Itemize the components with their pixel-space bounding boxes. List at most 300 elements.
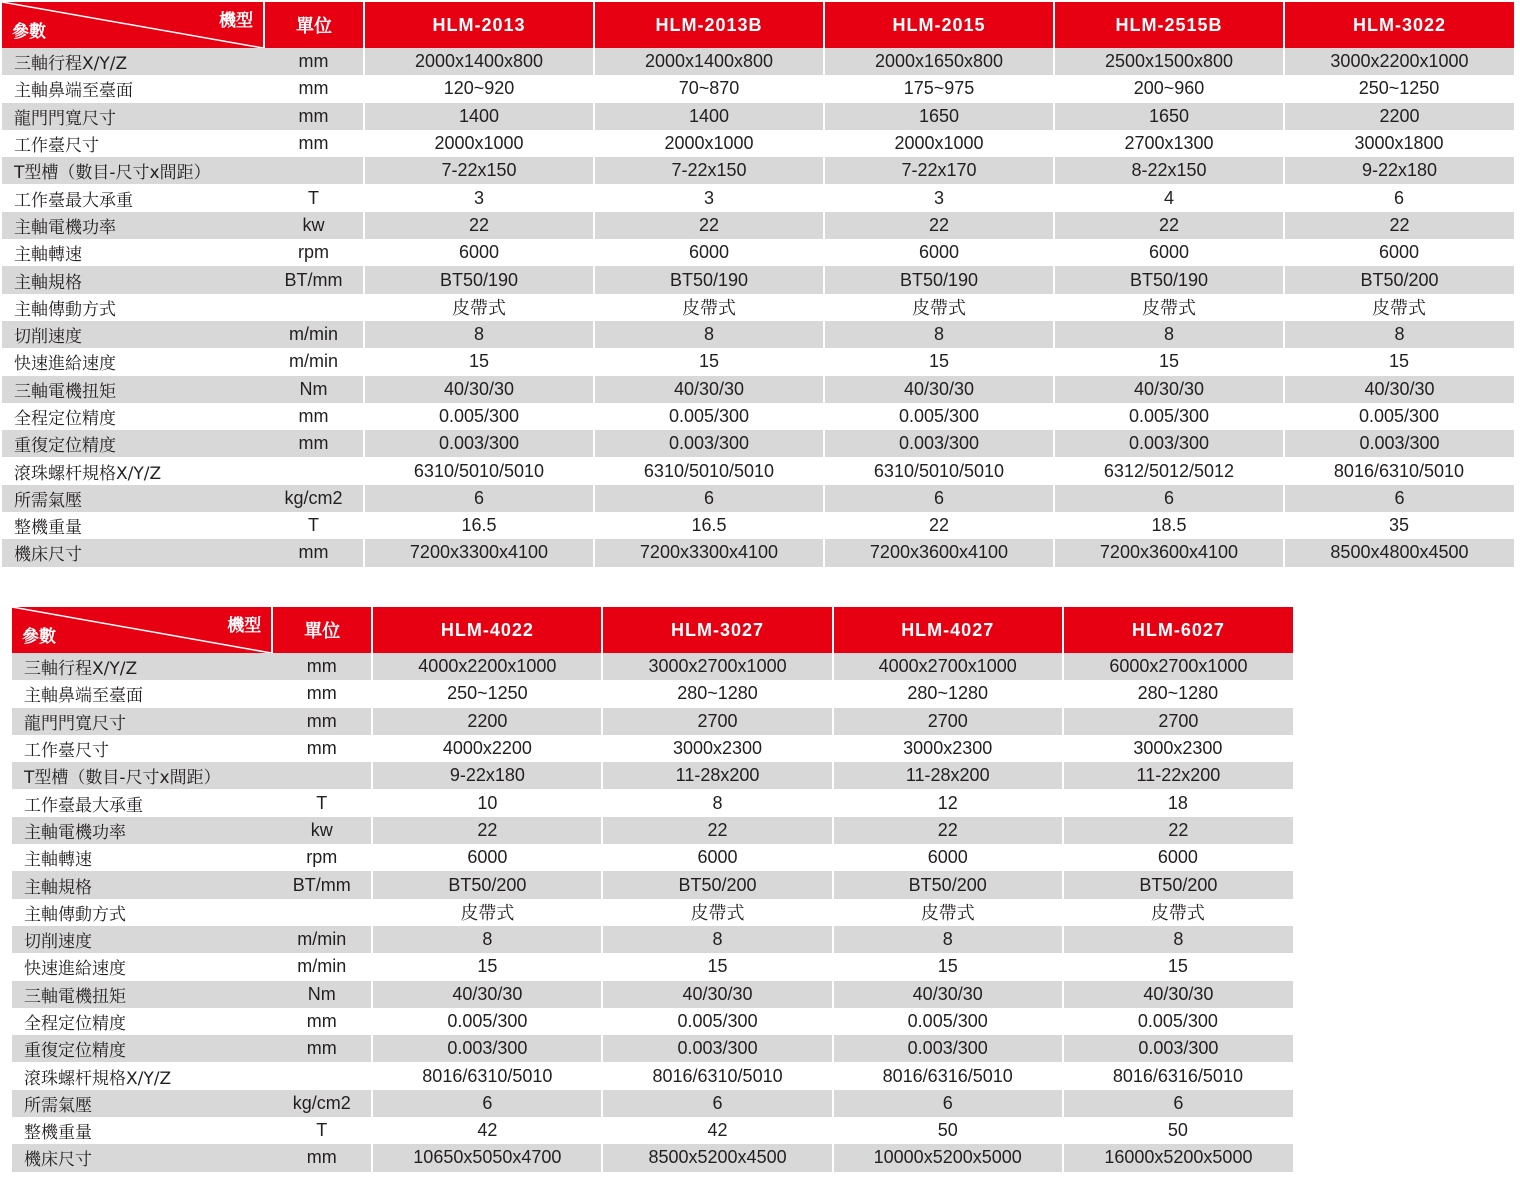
unit-cell <box>264 294 364 321</box>
parameter-name-cell: 工作臺最大承重 <box>12 789 272 816</box>
model-header: HLM-3022 <box>1284 2 1514 48</box>
value-cell: 8 <box>1054 321 1284 348</box>
value-cell: 22 <box>1063 817 1293 844</box>
value-cell: 50 <box>1063 1117 1293 1144</box>
value-cell: 9-22x180 <box>372 762 602 789</box>
value-cell: 2700 <box>833 708 1063 735</box>
value-cell: 15 <box>833 953 1063 980</box>
table-row <box>12 1144 1293 1171</box>
parameter-name-cell: T型槽（數目-尺寸x間距） <box>12 762 272 789</box>
table-row <box>12 1008 1293 1035</box>
unit-cell: kw <box>272 817 372 844</box>
value-cell: 0.005/300 <box>833 1008 1063 1035</box>
value-cell: 15 <box>602 953 832 980</box>
unit-cell: T <box>264 184 364 211</box>
unit-cell: m/min <box>272 926 372 953</box>
parameter-name-cell: 所需氣壓 <box>2 485 264 512</box>
value-cell: 6000 <box>824 239 1054 266</box>
table-row <box>2 48 1514 75</box>
parameter-name-cell: 三軸電機扭矩 <box>12 981 272 1008</box>
value-cell: 3000x2200x1000 <box>1284 48 1514 75</box>
value-cell: 15 <box>824 348 1054 375</box>
table-row <box>2 376 1514 403</box>
table-row <box>2 403 1514 430</box>
value-cell: 40/30/30 <box>1063 981 1293 1008</box>
table-row <box>12 789 1293 816</box>
value-cell: 2200 <box>1284 103 1514 130</box>
value-cell: 7-22x150 <box>594 157 824 184</box>
value-cell: 8 <box>372 926 602 953</box>
unit-cell <box>264 457 364 484</box>
parameter-name-cell: 主軸鼻端至臺面 <box>12 680 272 707</box>
value-cell: 280~1280 <box>833 680 1063 707</box>
value-cell: 1400 <box>594 103 824 130</box>
value-cell: 4000x2200 <box>372 735 602 762</box>
value-cell: 3 <box>824 184 1054 211</box>
unit-cell: mm <box>272 735 372 762</box>
table-row <box>2 75 1514 102</box>
value-cell: 2000x1000 <box>594 130 824 157</box>
table-row <box>12 871 1293 898</box>
value-cell: 0.005/300 <box>372 1008 602 1035</box>
parameter-name-cell: 工作臺最大承重 <box>2 184 264 211</box>
table-row <box>12 1117 1293 1144</box>
value-cell: 1650 <box>824 103 1054 130</box>
value-cell: 1650 <box>1054 103 1284 130</box>
value-cell: 6310/5010/5010 <box>824 457 1054 484</box>
unit-cell: mm <box>264 539 364 566</box>
value-cell: BT50/190 <box>1054 266 1284 293</box>
table-row <box>2 457 1514 484</box>
parameter-name-cell: 全程定位精度 <box>2 403 264 430</box>
parameter-name-cell: 主軸規格 <box>12 871 272 898</box>
value-cell: 8016/6316/5010 <box>1063 1062 1293 1089</box>
value-cell: 8016/6310/5010 <box>602 1062 832 1089</box>
value-cell: 50 <box>833 1117 1063 1144</box>
unit-cell: kg/cm2 <box>264 485 364 512</box>
parameter-name-cell: 所需氣壓 <box>12 1090 272 1117</box>
parameter-name-cell: 主軸電機功率 <box>12 817 272 844</box>
table-row <box>2 184 1514 211</box>
table-header-row <box>2 2 1514 48</box>
value-cell: 15 <box>1284 348 1514 375</box>
unit-cell: mm <box>264 48 364 75</box>
value-cell: 6310/5010/5010 <box>594 457 824 484</box>
corner-header-cell <box>12 607 272 653</box>
value-cell: 8 <box>824 321 1054 348</box>
value-cell: 42 <box>602 1117 832 1144</box>
value-cell: 22 <box>602 817 832 844</box>
unit-header: 單位 <box>264 2 364 48</box>
value-cell: 6310/5010/5010 <box>364 457 594 484</box>
model-header: HLM-2013B <box>594 2 824 48</box>
value-cell: 6000 <box>364 239 594 266</box>
value-cell: 8 <box>364 321 594 348</box>
value-cell: 40/30/30 <box>364 376 594 403</box>
value-cell: 0.005/300 <box>824 403 1054 430</box>
value-cell: 40/30/30 <box>824 376 1054 403</box>
value-cell: 10 <box>372 789 602 816</box>
table-row <box>2 103 1514 130</box>
value-cell: 120~920 <box>364 75 594 102</box>
value-cell: 4000x2200x1000 <box>372 653 602 680</box>
table-row <box>2 348 1514 375</box>
table-row <box>2 294 1514 321</box>
table-row <box>2 485 1514 512</box>
unit-cell: mm <box>264 403 364 430</box>
value-cell: 1400 <box>364 103 594 130</box>
table-row <box>12 926 1293 953</box>
parameter-name-cell: T型槽（數目-尺寸x間距） <box>2 157 264 184</box>
value-cell: 2700 <box>602 708 832 735</box>
parameter-name-cell: 龍門門寬尺寸 <box>2 103 264 130</box>
value-cell: 2200 <box>372 708 602 735</box>
model-header: HLM-6027 <box>1063 607 1293 653</box>
value-cell: 6000 <box>1063 844 1293 871</box>
unit-cell <box>272 762 372 789</box>
value-cell: 2000x1650x800 <box>824 48 1054 75</box>
parameter-name-cell: 三軸電機扭矩 <box>2 376 264 403</box>
table-row <box>2 512 1514 539</box>
unit-cell: mm <box>272 1035 372 1062</box>
value-cell: 10000x5200x5000 <box>833 1144 1063 1171</box>
unit-cell: mm <box>264 75 364 102</box>
value-cell: 280~1280 <box>1063 680 1293 707</box>
unit-cell: T <box>272 1117 372 1144</box>
table-row <box>12 735 1293 762</box>
unit-cell: T <box>264 512 364 539</box>
value-cell: 40/30/30 <box>833 981 1063 1008</box>
table-row <box>2 130 1514 157</box>
value-cell: 7200x3300x4100 <box>364 539 594 566</box>
table-row <box>12 981 1293 1008</box>
value-cell: 8500x4800x4500 <box>1284 539 1514 566</box>
value-cell: 6000 <box>833 844 1063 871</box>
value-cell: 皮帶式 <box>833 899 1063 926</box>
table-row <box>2 239 1514 266</box>
value-cell: 0.003/300 <box>824 430 1054 457</box>
value-cell: 8016/6316/5010 <box>833 1062 1063 1089</box>
value-cell: 250~1250 <box>1284 75 1514 102</box>
parameter-name-cell: 快速進給速度 <box>12 953 272 980</box>
unit-cell: mm <box>272 680 372 707</box>
value-cell: 10650x5050x4700 <box>372 1144 602 1171</box>
model-label: 機型 <box>219 11 253 31</box>
value-cell: 7200x3300x4100 <box>594 539 824 566</box>
model-header: HLM-3027 <box>602 607 832 653</box>
parameter-name-cell: 主軸規格 <box>2 266 264 293</box>
value-cell: 6 <box>1063 1090 1293 1117</box>
value-cell: 8016/6310/5010 <box>1284 457 1514 484</box>
value-cell: 8 <box>1063 926 1293 953</box>
parameter-name-cell: 滾珠螺杆規格X/Y/Z <box>12 1062 272 1089</box>
value-cell: 6000 <box>602 844 832 871</box>
value-cell: 8016/6310/5010 <box>372 1062 602 1089</box>
unit-cell: kw <box>264 212 364 239</box>
model-header: HLM-2515B <box>1054 2 1284 48</box>
value-cell: 6 <box>602 1090 832 1117</box>
value-cell: 22 <box>824 512 1054 539</box>
parameter-name-cell: 主軸電機功率 <box>2 212 264 239</box>
value-cell: 22 <box>824 212 1054 239</box>
value-cell: 3000x2300 <box>833 735 1063 762</box>
value-cell: 70~870 <box>594 75 824 102</box>
value-cell: 0.003/300 <box>1054 430 1284 457</box>
corner-header-cell <box>2 2 264 48</box>
parameter-name-cell: 主軸鼻端至臺面 <box>2 75 264 102</box>
value-cell: 皮帶式 <box>602 899 832 926</box>
value-cell: 8 <box>1284 321 1514 348</box>
model-header: HLM-2015 <box>824 2 1054 48</box>
parameter-name-cell: 快速進給速度 <box>2 348 264 375</box>
value-cell: 15 <box>372 953 602 980</box>
table-row <box>12 1035 1293 1062</box>
unit-cell: BT/mm <box>272 871 372 898</box>
model-label: 機型 <box>227 616 262 636</box>
value-cell: 3000x1800 <box>1284 130 1514 157</box>
value-cell: 2000x1400x800 <box>594 48 824 75</box>
table-row <box>12 1090 1293 1117</box>
value-cell: 3 <box>364 184 594 211</box>
value-cell: 6000 <box>1054 239 1284 266</box>
value-cell: 6 <box>1284 184 1514 211</box>
unit-cell <box>272 1062 372 1089</box>
value-cell: 6 <box>824 485 1054 512</box>
table-row <box>12 653 1293 680</box>
parameter-name-cell: 主軸轉速 <box>2 239 264 266</box>
model-header: HLM-2013 <box>364 2 594 48</box>
value-cell: 8-22x150 <box>1054 157 1284 184</box>
value-cell: 2000x1000 <box>364 130 594 157</box>
parameter-name-cell: 重復定位精度 <box>2 430 264 457</box>
parameter-name-cell: 滾珠螺杆規格X/Y/Z <box>2 457 264 484</box>
unit-cell: mm <box>272 708 372 735</box>
value-cell: 250~1250 <box>372 680 602 707</box>
value-cell: 2000x1000 <box>824 130 1054 157</box>
parameter-name-cell: 工作臺尺寸 <box>12 735 272 762</box>
unit-cell: m/min <box>272 953 372 980</box>
parameter-name-cell: 三軸行程X/Y/Z <box>2 48 264 75</box>
parameter-name-cell: 切削速度 <box>2 321 264 348</box>
unit-cell: Nm <box>272 981 372 1008</box>
value-cell: BT50/200 <box>833 871 1063 898</box>
value-cell: 7-22x150 <box>364 157 594 184</box>
value-cell: 3000x2700x1000 <box>602 653 832 680</box>
parameter-name-cell: 重復定位精度 <box>12 1035 272 1062</box>
table-row <box>12 762 1293 789</box>
value-cell: 0.003/300 <box>594 430 824 457</box>
value-cell: 3 <box>594 184 824 211</box>
value-cell: 0.003/300 <box>602 1035 832 1062</box>
unit-cell: BT/mm <box>264 266 364 293</box>
value-cell: 12 <box>833 789 1063 816</box>
value-cell: 0.005/300 <box>1063 1008 1293 1035</box>
value-cell: 200~960 <box>1054 75 1284 102</box>
value-cell: BT50/200 <box>1284 266 1514 293</box>
value-cell: 11-28x200 <box>602 762 832 789</box>
value-cell: 42 <box>372 1117 602 1144</box>
value-cell: 40/30/30 <box>1284 376 1514 403</box>
unit-cell: mm <box>272 653 372 680</box>
table-row <box>12 953 1293 980</box>
spec-table-1 <box>2 2 1515 567</box>
parameter-name-cell: 主軸傳動方式 <box>2 294 264 321</box>
value-cell: 280~1280 <box>602 680 832 707</box>
value-cell: 4000x2700x1000 <box>833 653 1063 680</box>
value-cell: 8 <box>833 926 1063 953</box>
value-cell: 0.005/300 <box>1284 403 1514 430</box>
value-cell: 7-22x170 <box>824 157 1054 184</box>
value-cell: 22 <box>1284 212 1514 239</box>
parameter-label: 參數 <box>22 627 56 647</box>
value-cell: 6000 <box>594 239 824 266</box>
value-cell: 6 <box>594 485 824 512</box>
value-cell: 皮帶式 <box>372 899 602 926</box>
value-cell: 皮帶式 <box>1063 899 1293 926</box>
value-cell: 7200x3600x4100 <box>824 539 1054 566</box>
unit-header: 單位 <box>272 607 372 653</box>
unit-cell: mm <box>272 1008 372 1035</box>
value-cell: BT50/190 <box>364 266 594 293</box>
value-cell: 0.005/300 <box>364 403 594 430</box>
value-cell: 15 <box>1054 348 1284 375</box>
table-row <box>12 680 1293 707</box>
unit-cell: Nm <box>264 376 364 403</box>
value-cell: 0.003/300 <box>1063 1035 1293 1062</box>
table-row <box>2 539 1514 566</box>
parameter-label: 參數 <box>12 22 46 42</box>
parameter-name-cell: 龍門門寬尺寸 <box>12 708 272 735</box>
value-cell: 2500x1500x800 <box>1054 48 1284 75</box>
value-cell: 8 <box>594 321 824 348</box>
value-cell: 15 <box>594 348 824 375</box>
value-cell: 9-22x180 <box>1284 157 1514 184</box>
value-cell: 8500x5200x4500 <box>602 1144 832 1171</box>
unit-cell: rpm <box>272 844 372 871</box>
table-row <box>2 321 1514 348</box>
table-row <box>2 157 1514 184</box>
model-header: HLM-4022 <box>372 607 602 653</box>
value-cell: 175~975 <box>824 75 1054 102</box>
value-cell: 40/30/30 <box>1054 376 1284 403</box>
parameter-name-cell: 工作臺尺寸 <box>2 130 264 157</box>
value-cell: 6000 <box>372 844 602 871</box>
value-cell: 皮帶式 <box>364 294 594 321</box>
value-cell: 40/30/30 <box>602 981 832 1008</box>
parameter-name-cell: 主軸轉速 <box>12 844 272 871</box>
value-cell: 6 <box>1284 485 1514 512</box>
unit-cell: mm <box>264 103 364 130</box>
value-cell: 0.003/300 <box>372 1035 602 1062</box>
table-row <box>12 1062 1293 1089</box>
value-cell: 35 <box>1284 512 1514 539</box>
value-cell: 2000x1400x800 <box>364 48 594 75</box>
parameter-name-cell: 三軸行程X/Y/Z <box>12 653 272 680</box>
parameter-name-cell: 切削速度 <box>12 926 272 953</box>
model-header: HLM-4027 <box>833 607 1063 653</box>
value-cell: 7200x3600x4100 <box>1054 539 1284 566</box>
value-cell: 18.5 <box>1054 512 1284 539</box>
table-row <box>2 212 1514 239</box>
value-cell: 2700x1300 <box>1054 130 1284 157</box>
table-row <box>12 899 1293 926</box>
value-cell: 22 <box>833 817 1063 844</box>
unit-cell: rpm <box>264 239 364 266</box>
value-cell: 0.003/300 <box>364 430 594 457</box>
parameter-name-cell: 機床尺寸 <box>12 1144 272 1171</box>
value-cell: 皮帶式 <box>824 294 1054 321</box>
value-cell: BT50/200 <box>602 871 832 898</box>
table-row <box>12 708 1293 735</box>
value-cell: 22 <box>364 212 594 239</box>
value-cell: 0.003/300 <box>833 1035 1063 1062</box>
value-cell: 3000x2300 <box>602 735 832 762</box>
table-row <box>12 817 1293 844</box>
value-cell: 0.005/300 <box>1054 403 1284 430</box>
value-cell: 11-22x200 <box>1063 762 1293 789</box>
value-cell: 16.5 <box>364 512 594 539</box>
value-cell: 6 <box>364 485 594 512</box>
table-header-row <box>12 607 1293 653</box>
value-cell: 16.5 <box>594 512 824 539</box>
unit-cell: mm <box>264 130 364 157</box>
unit-cell: m/min <box>264 321 364 348</box>
value-cell: 15 <box>364 348 594 375</box>
value-cell: 22 <box>1054 212 1284 239</box>
parameter-name-cell: 主軸傳動方式 <box>12 899 272 926</box>
value-cell: 16000x5200x5000 <box>1063 1144 1293 1171</box>
value-cell: 22 <box>372 817 602 844</box>
value-cell: 8 <box>602 789 832 816</box>
value-cell: BT50/190 <box>824 266 1054 293</box>
unit-cell <box>272 899 372 926</box>
value-cell: 8 <box>602 926 832 953</box>
value-cell: 6000x2700x1000 <box>1063 653 1293 680</box>
value-cell: BT50/190 <box>594 266 824 293</box>
parameter-name-cell: 整機重量 <box>12 1117 272 1144</box>
value-cell: 0.005/300 <box>602 1008 832 1035</box>
value-cell: 0.003/300 <box>1284 430 1514 457</box>
unit-cell: kg/cm2 <box>272 1090 372 1117</box>
parameter-name-cell: 全程定位精度 <box>12 1008 272 1035</box>
value-cell: 皮帶式 <box>594 294 824 321</box>
value-cell: 18 <box>1063 789 1293 816</box>
value-cell: 11-28x200 <box>833 762 1063 789</box>
spec-table-body <box>12 653 1293 1172</box>
unit-cell: T <box>272 789 372 816</box>
value-cell: BT50/200 <box>1063 871 1293 898</box>
value-cell: 40/30/30 <box>372 981 602 1008</box>
value-cell: 皮帶式 <box>1284 294 1514 321</box>
value-cell: 0.005/300 <box>594 403 824 430</box>
value-cell: 6 <box>833 1090 1063 1117</box>
value-cell: 22 <box>594 212 824 239</box>
unit-cell: m/min <box>264 348 364 375</box>
unit-cell: mm <box>264 430 364 457</box>
spec-table-2 <box>12 607 1294 1172</box>
spec-table-body <box>2 48 1514 567</box>
parameter-name-cell: 機床尺寸 <box>2 539 264 566</box>
table-row <box>2 430 1514 457</box>
value-cell: 6000 <box>1284 239 1514 266</box>
value-cell: 15 <box>1063 953 1293 980</box>
value-cell: 2700 <box>1063 708 1293 735</box>
value-cell: BT50/200 <box>372 871 602 898</box>
value-cell: 3000x2300 <box>1063 735 1293 762</box>
unit-cell <box>264 157 364 184</box>
table-row <box>2 266 1514 293</box>
value-cell: 4 <box>1054 184 1284 211</box>
